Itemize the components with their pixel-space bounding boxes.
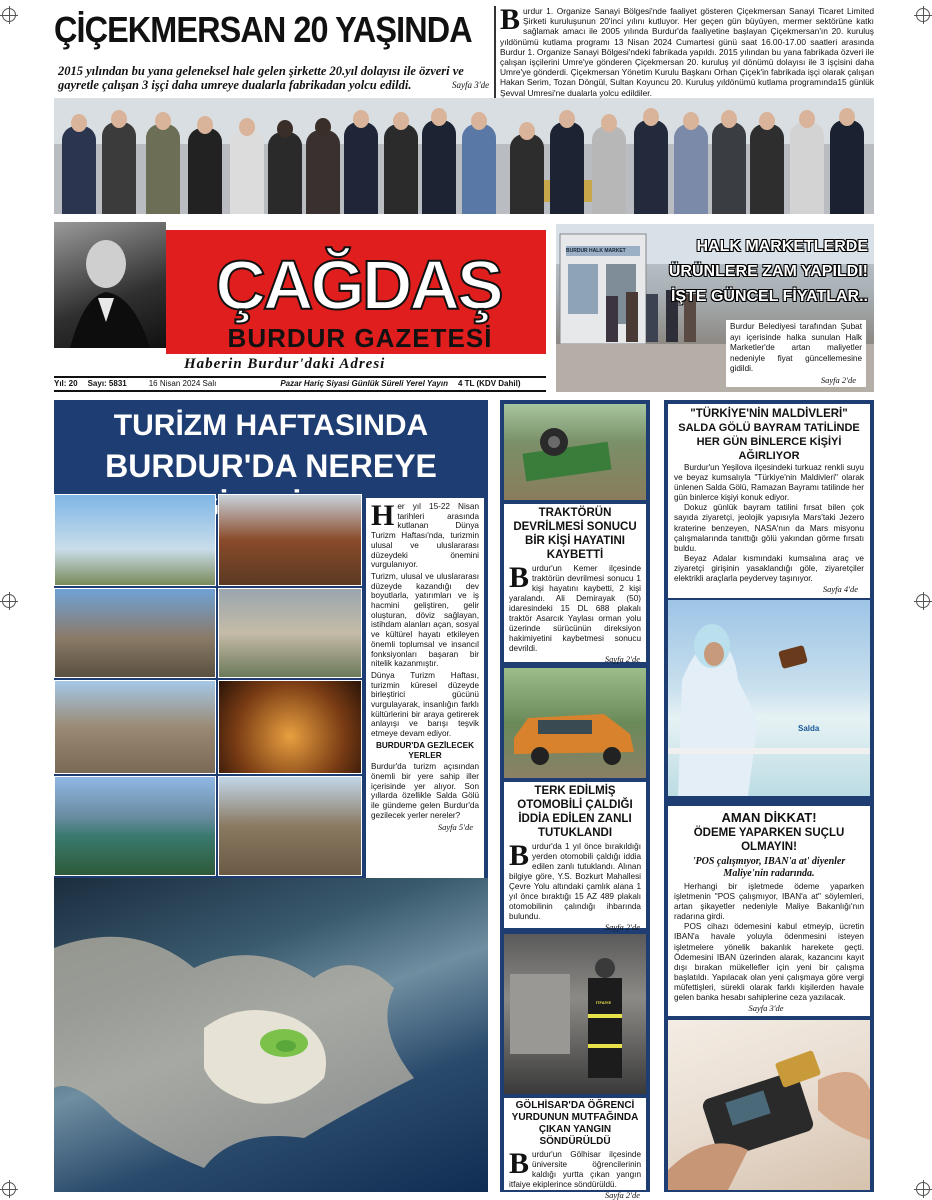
- salda-aerial-photo: [54, 878, 488, 1192]
- newspaper-name: ÇAĞDAŞ: [215, 246, 501, 324]
- masthead: [54, 222, 546, 400]
- issue-info-bar: [54, 376, 546, 392]
- turizm-paragraph: Dünya Turizm Haftası, turizmin küresel düzeyde birleştirici gücünü vurgulayarak, insanlığın farklı kültürlerini bir araya getirerek anlayışı ve barışı teşvik etmeye devam ediyor.: [371, 670, 479, 739]
- page-ref: Sayfa 3'de: [452, 80, 490, 90]
- halk-market-headline: [668, 234, 868, 309]
- photo-tile: [218, 680, 362, 774]
- photo-tile: [54, 776, 216, 876]
- halk-title-line: İŞTE GÜNCEL FİYATLAR..: [670, 288, 868, 305]
- car-illustration: [504, 668, 646, 778]
- salda-paragraph: Burdur'un Yeşilova ilçesindeki turkuaz renkli suyu ve beyaz kumsalıyla "Türkiye'nin Maldivleri" olarak ünlenen Salda Gölü, Ramazan Bayramı tatilinde her gün binlerce kişiyi konuk ediyor.: [674, 463, 864, 503]
- salda-body: [674, 463, 864, 584]
- price: 4 TL (KDV Dahil): [457, 379, 521, 388]
- salda-sign: Salda: [798, 724, 820, 733]
- turizm-body: [366, 498, 484, 878]
- photo-tile: [54, 680, 216, 774]
- registration-mark: [2, 594, 16, 608]
- halk-market-body: [726, 320, 866, 387]
- golhisar-headline: GÖLHİSAR'DA ÖĞRENCİ YURDUNUN MUTFAĞINDA ÇIKAN YANGIN SÖNDÜRÜLDÜ: [511, 1100, 639, 1147]
- registration-mark: [2, 1182, 16, 1196]
- dropcap: B: [509, 839, 530, 872]
- halk-title-line: ÜRÜNLERE ZAM YAPILDI!: [668, 263, 868, 280]
- top-subheadline: 2015 yılından bu yana geleneksel hale gelen şirkette 20.yıl dolayısı ile özveri ve gayretle çalışan 3 işçi daha umreye dualarla fabrikadan yolcu edildi.: [58, 64, 464, 92]
- turizm-paragraph: Burdur'da turizm açısından önemli bir yere sahip iller içerisinde yer alıyor. Son yıllarda özellikle Salda Gölü ile gündeme gelen Burdur'da gezilecek yerler nereler?: [371, 762, 479, 820]
- page-ref: Sayfa 2'de: [604, 1190, 640, 1200]
- dropcap: H: [371, 499, 395, 532]
- photo-tile: [54, 494, 216, 586]
- aerial-illustration: [54, 878, 488, 1192]
- page-ref: Sayfa 4'de: [822, 584, 858, 595]
- turizm-story: [54, 400, 488, 1192]
- photo-tile: [54, 588, 216, 678]
- turizm-title-line1: TURİZM HAFTASINDA: [113, 409, 429, 442]
- otomobil-text: urdur'da 1 yıl önce bırakıldığı yerden otomobili çaldığı iddia edilen zanlı tutuklandı. Alınan bilgiye göre, Y.S. Bozkurt Mahallesi Çevre Yolu altındaki çamlık alana 1 yıl önce bıraktığı 15 AZ 489 plakalı otomobilinin çalındığı ihbarında bulundu.: [509, 842, 641, 921]
- dropcap: B: [509, 561, 530, 594]
- year: Yıl: 20: [54, 379, 78, 388]
- tractor-photo: [504, 404, 646, 500]
- tractor-illustration: [504, 404, 646, 500]
- turizm-title-line2: BURDUR'DA NEREYE: [105, 448, 437, 484]
- registration-mark: [2, 8, 16, 22]
- top-group-photo: [54, 98, 874, 214]
- halk-title-line: HALK MARKETLERDE: [696, 238, 868, 255]
- top-story-body: [494, 3, 874, 100]
- top-story-text: urdur 1. Organize Sanayi Bölgesi'nde faaliyet gösteren Çiçekmersan Sanayi Ticaret Limited Şirketi kuruluşunun 20'inci yılını kutluyor. Her geçen gün büyüyen, mermer sektörüne katkı sağlamak amacı ile 2005 yılında Burdur'da faaliyetine başlayan Çiçekmersan'ın 20. kuruluş yıldönümü kutlama programı 13 Nisan 2024 Cumartesi günü saat 16.00-17.00 saatleri arasında Burdur 1. Organize Sanayi Bölgesi'ndeki fabrikada yapıldı. 2015 yılından bu yana fabrikada özveri ile çalışan işçilerini Umre'ye gönderen Çiçekmersan 20. kuruluş yıl dönümü dolayısı ile 3 işçisini daha Umre'ye gönderdi. Çiçekmersan Yönetim Kurulu Başkanı Orhan Çiçek'in fabrikada işçi olarak çalışan Hakan Serim, Tozan Döngül, Sultan Koyuncu 20. Kuruluş yıldönümü kutlama programında15 günlük Şevval Umresi'ne dualarla yolcu edildiler.: [500, 6, 874, 98]
- pos-subheadline: 'POS çalışmıyor, IBAN'a at' diyenler Maliye'nin radarında.: [692, 856, 846, 879]
- photo-tile: [218, 776, 362, 876]
- turizm-paragraph: Turizm, ulusal ve uluslararası düzeyde kazandığı dev boyutlarla, yatırımları ve iş hacmini geliştiren, gelir oluşturan, döviz sağlayan, istihdam alanları açan, sosyal ve kültürel hayatı etkileyen önemli toplumsal ve insancıl fonksiyonları başaran bir nitelik kazanmıştır.: [371, 571, 479, 669]
- pos-story: [668, 806, 870, 1016]
- dropcap: B: [509, 1147, 530, 1180]
- right-column: [664, 400, 874, 1192]
- turizm-subheading: BURDUR'DA GEZİLECEK YERLER: [375, 740, 475, 760]
- selfie-illustration: [668, 600, 870, 796]
- dropcap: B: [500, 3, 521, 36]
- car-photo: [504, 668, 646, 778]
- pos-headline-line2: ÖDEME YAPARKEN SUÇLU OLMAYIN!: [693, 827, 845, 853]
- photo-tile: [218, 494, 362, 586]
- registration-mark: [916, 594, 930, 608]
- golhisar-story: [504, 1098, 646, 1200]
- turizm-paragraph: er yıl 15-22 Nisan tarihleri arasında kutlanan Dünya Turizm Haftası'nda, turizmin ulusal ve uluslararası düzeydeki önemini vurgulanıyor.: [371, 502, 479, 570]
- otomobil-headline: TERK EDİLMİŞ OTOMOBİLİ ÇALDIĞI İDDİA EDİLEN ZANLI TUTUKLANDI: [517, 785, 633, 839]
- badge-label: İTFAİYE: [596, 1000, 612, 1005]
- issue-date: 16 Nisan 2024 Salı: [148, 379, 217, 388]
- issue-number: Sayı: 5831: [87, 379, 127, 388]
- middle-column: [500, 400, 650, 1200]
- salda-selfie-photo: [668, 600, 870, 796]
- page-ref: Sayfa 2'de: [604, 654, 640, 664]
- page-ref: Sayfa 5'de: [437, 821, 473, 832]
- otomobil-story: [504, 782, 646, 932]
- pos-illustration: [668, 1020, 870, 1190]
- salda-paragraph: Beyaz Adalar kısmındaki kumsalına araç ve ziyaretçi girişinin yasaklandığı göle, ziyaretçiler elektrikli araçlarla peydervey taşınıyor.: [674, 553, 864, 584]
- top-headline: ÇİÇEKMERSAN 20 YAŞINDA: [54, 9, 472, 50]
- salda-story: [668, 404, 870, 598]
- fire-photo: [504, 934, 646, 1094]
- photo-tile: [218, 588, 362, 678]
- salda-headline-line2: SALDA GÖLÜ BAYRAM TATİLİNDE HER GÜN BİNLERCE KİŞİYİ AĞIRLIYOR: [678, 422, 860, 462]
- registration-mark: [916, 1182, 930, 1196]
- traktor-story: [504, 504, 646, 662]
- top-story-header: [54, 6, 490, 90]
- market-sign: BURDUR HALK MARKET: [566, 248, 626, 254]
- registration-mark: [916, 8, 930, 22]
- page-ref: Sayfa 2'de: [604, 922, 640, 932]
- publication-type: Pazar Hariç Siyasi Günlük Süreli Yerel Yayın: [280, 379, 448, 388]
- pos-terminal-photo: [668, 1020, 870, 1190]
- traktor-text: urdur'un Kemer ilçesinde traktörün devrilmesi sonucu 1 kişi hayatını kaybetti, 2 kişi yaralandı. Ali Demirayak (50) idaresindeki 15 DL 688 plakalı traktör Asarcık Yaylası orman yolu üzerinde sürücünün direksiyon hakimiyetini kaybetmesi sonucu devrildi.: [509, 564, 641, 653]
- newspaper-subtitle: BURDUR GAZETESİ: [227, 323, 493, 353]
- traktor-headline: TRAKTÖRÜN DEVRİLMESİ SONUCU BİR KİŞİ HAYATINI KAYBETTİ: [513, 507, 637, 561]
- firefighter-illustration: [504, 934, 646, 1094]
- salda-paragraph: Dokuz günlük bayram tatilini fırsat bilen çok sayıda ziyaretçi, jeolojik yapısıyla Mars'taki Jezero kraterine benzeyen, NASA'nın da Mars misyonu çalışmalarında tanıttığı gölü yakından görme fırsatı buldu.: [674, 503, 864, 553]
- halk-market-story: [556, 224, 874, 392]
- portrait-illustration: [54, 222, 166, 348]
- page-ref: Sayfa 2'de: [820, 374, 856, 385]
- golhisar-text: urdur'un Gölhisar ilçesinde üniversite öğrencilerinin kaldığı yurtta çıkan yangın itfaiye ekiplerince söndürüldü.: [509, 1150, 641, 1189]
- pos-paragraph: POS cihazı ödemesini kabul etmeyip, ücretin IBAN'a havale yoluyla ödenmesini isteyen işletmelere yönelik bakanlık harekete geçti. Ödemesini IBAN üzerinden alarak, kazancını kayıt dışı bırakan mükellefler için yeni bir çalışma başlatıldı. Yapılacak olan yeni çalışmaya göre vergi müfettişleri, sürekli olarak farklı kişilerden havale gelen banka hesabı sahiplerine ceza yazılacak.: [674, 922, 864, 1003]
- slogan: Haberin Burdur'daki Adresi: [184, 356, 386, 372]
- pos-paragraph: Herhangi bir işletmede ödeme yaparken işletmenin "POS çalışmıyor, IBAN'a at" söylemleri, artan şikayetler nedeniyle Maliye Bakanlığı'nın radarına girdi.: [674, 882, 864, 922]
- salda-headline-line1: "TÜRKİYE'NİN MALDİVLERİ": [690, 408, 848, 420]
- ataturk-portrait: [54, 222, 166, 348]
- page-ref: Sayfa 3'de: [748, 1003, 784, 1014]
- pos-body: [674, 882, 864, 1003]
- halk-market-text: Burdur Belediyesi tarafından Şubat ayı içerisinde halka sunulan Halk Marketler'de artan maliyetler nedeniyle fiyat güncellemesine gidildi.: [730, 322, 862, 373]
- pos-headline-line1: AMAN DİKKAT!: [721, 810, 817, 825]
